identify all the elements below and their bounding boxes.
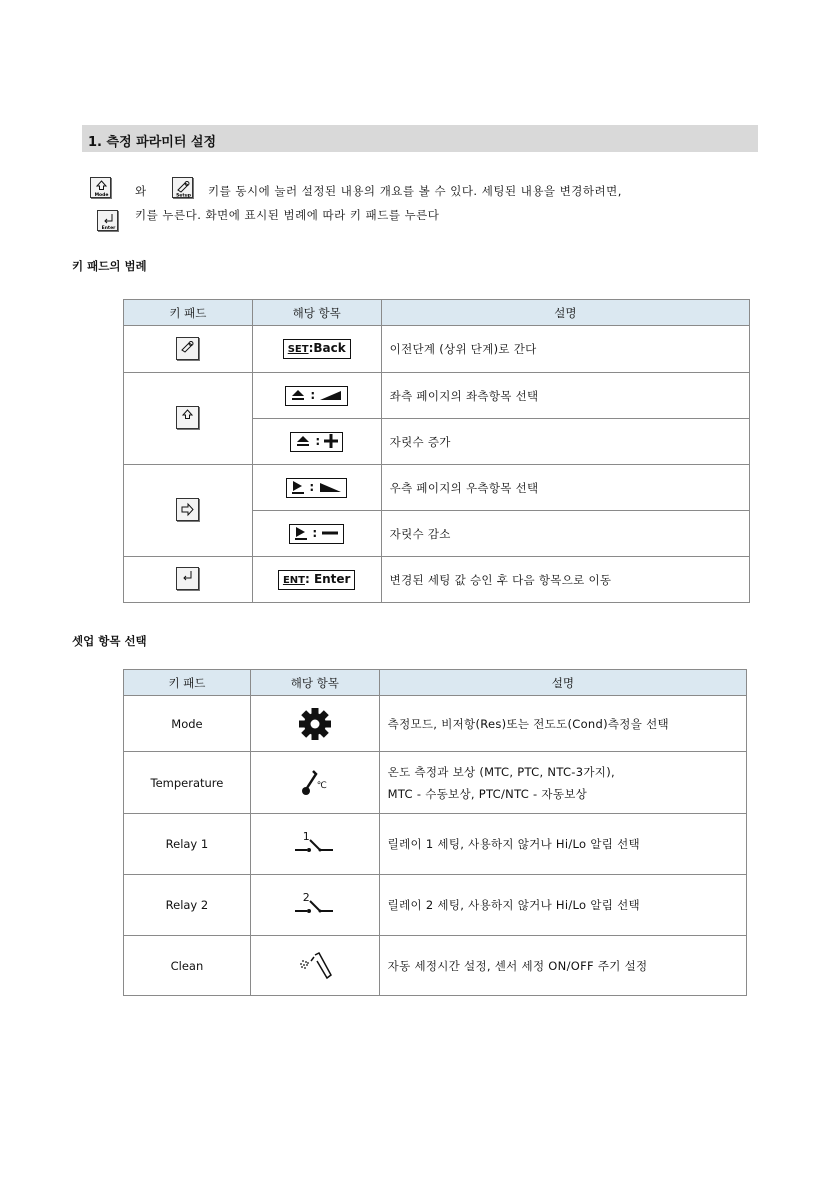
- right-arrow-key-icon: [176, 498, 199, 521]
- relay-number: 2: [302, 891, 310, 904]
- enter-key-label: Enter: [101, 226, 116, 231]
- up-eject-icon: [295, 435, 311, 447]
- relay-2-icon: [293, 893, 337, 917]
- mode-key-label: Mode: [94, 193, 109, 198]
- setup-desc-line1: 온도 측정과 보상 (MTC, PTC, NTC-3가지),: [387, 764, 615, 779]
- setup-desc: 릴레이 1 세팅, 사용하지 않거나 Hi/Lo 알림 선택: [379, 814, 746, 875]
- enter-label: : Enter: [304, 571, 351, 586]
- intro-and: 와: [135, 184, 147, 198]
- legend-desc: 이전단계 (상위 단계)로 간다: [381, 326, 749, 373]
- intro-line2: 키를 누른다. 화면에 표시된 범례에 따라 키 패드를 누른다: [135, 208, 440, 222]
- gear-icon: [298, 707, 332, 741]
- right-right-display: [286, 478, 347, 498]
- setup-key: Relay 2: [124, 875, 251, 936]
- table-row: [124, 752, 747, 814]
- setup-key: Relay 1: [124, 814, 251, 875]
- setup-key: Clean: [124, 936, 251, 996]
- set-label: SET: [287, 344, 309, 355]
- colon: :: [310, 387, 316, 402]
- plus-icon: [324, 434, 338, 448]
- legend-header-row: [124, 300, 750, 326]
- relay-number: 1: [302, 830, 310, 843]
- ent-label: ENT: [282, 574, 305, 586]
- table-row: [124, 557, 750, 603]
- set-back-display: [283, 339, 351, 359]
- setup-header-keypad: 키 패드: [124, 670, 251, 696]
- legend-header-desc: 설명: [381, 300, 749, 326]
- legend-desc: 좌측 페이지의 좌측항목 선택: [381, 373, 749, 419]
- mode-key-icon: [90, 177, 111, 198]
- table-row: [124, 326, 750, 373]
- intro-line1: 키를 동시에 눌러 설정된 내용의 개요를 볼 수 있다. 세팅된 내용을 변경하려면,: [208, 184, 622, 198]
- ent-enter-display: [278, 570, 356, 590]
- right-play-icon: [294, 526, 308, 540]
- setup-desc: 릴레이 2 세팅, 사용하지 않거나 Hi/Lo 알림 선택: [379, 875, 746, 936]
- setup-header-desc: 설명: [379, 670, 746, 696]
- celsius-unit: ℃: [316, 780, 327, 791]
- minus-icon: [321, 527, 339, 539]
- setup-desc-line2: MTC - 수동보상, PTC/NTC - 자동보상: [387, 786, 588, 801]
- thermometer-icon: [300, 768, 330, 798]
- setup-desc: 측정모드, 비저항(Res)또는 전도도(Cond)측정을 선택: [379, 696, 746, 752]
- left-wedge-icon: [319, 389, 343, 401]
- right-play-icon: [291, 480, 305, 494]
- right-minus-display: [289, 524, 344, 544]
- up-left-display: [285, 386, 348, 406]
- section-title: 1. 측정 파라미터 설정: [88, 135, 217, 150]
- setup-key-icon: [176, 337, 199, 360]
- legend-desc: 우측 페이지의 우측항목 선택: [381, 465, 749, 511]
- legend-desc: 자릿수 감소: [381, 511, 749, 557]
- enter-key-icon: [176, 567, 199, 590]
- setup-header-row: [124, 670, 747, 696]
- legend-header-item: 해당 항목: [252, 300, 381, 326]
- legend-heading: 키 패드의 범례: [72, 259, 147, 273]
- setup-key-label: Setup: [176, 193, 191, 199]
- setup-heading: 셋업 항목 선택: [72, 634, 147, 648]
- setup-desc: 자동 세정시간 설정, 센서 세정 ON/OFF 주기 설정: [379, 936, 746, 996]
- back-label: :Back: [308, 341, 346, 355]
- table-row: [124, 465, 750, 511]
- colon: :: [312, 525, 318, 540]
- legend-desc: 변경된 세팅 값 승인 후 다음 항목으로 이동: [381, 557, 749, 603]
- clean-nozzle-icon: [295, 951, 335, 981]
- table-row: [124, 936, 747, 996]
- setup-key-icon: [172, 177, 193, 198]
- table-row: [124, 373, 750, 419]
- up-plus-display: [290, 432, 343, 452]
- setup-key: Mode: [124, 696, 251, 752]
- setup-header-item: 해당 항목: [250, 670, 379, 696]
- legend-desc: 자릿수 증가: [381, 419, 749, 465]
- colon: :: [309, 479, 315, 494]
- up-eject-icon: [290, 389, 306, 401]
- enter-key-icon: [97, 210, 118, 231]
- table-row: [124, 814, 747, 875]
- setup-key: Temperature: [124, 752, 251, 814]
- legend-header-keypad: 키 패드: [124, 300, 253, 326]
- right-wedge-icon: [318, 481, 342, 493]
- keypad-legend-table: [123, 299, 750, 603]
- table-row: [124, 696, 747, 752]
- mode-key-icon: [176, 406, 199, 429]
- setup-items-table: [123, 669, 747, 996]
- colon: :: [315, 433, 321, 448]
- relay-1-icon: [293, 832, 337, 856]
- table-row: [124, 875, 747, 936]
